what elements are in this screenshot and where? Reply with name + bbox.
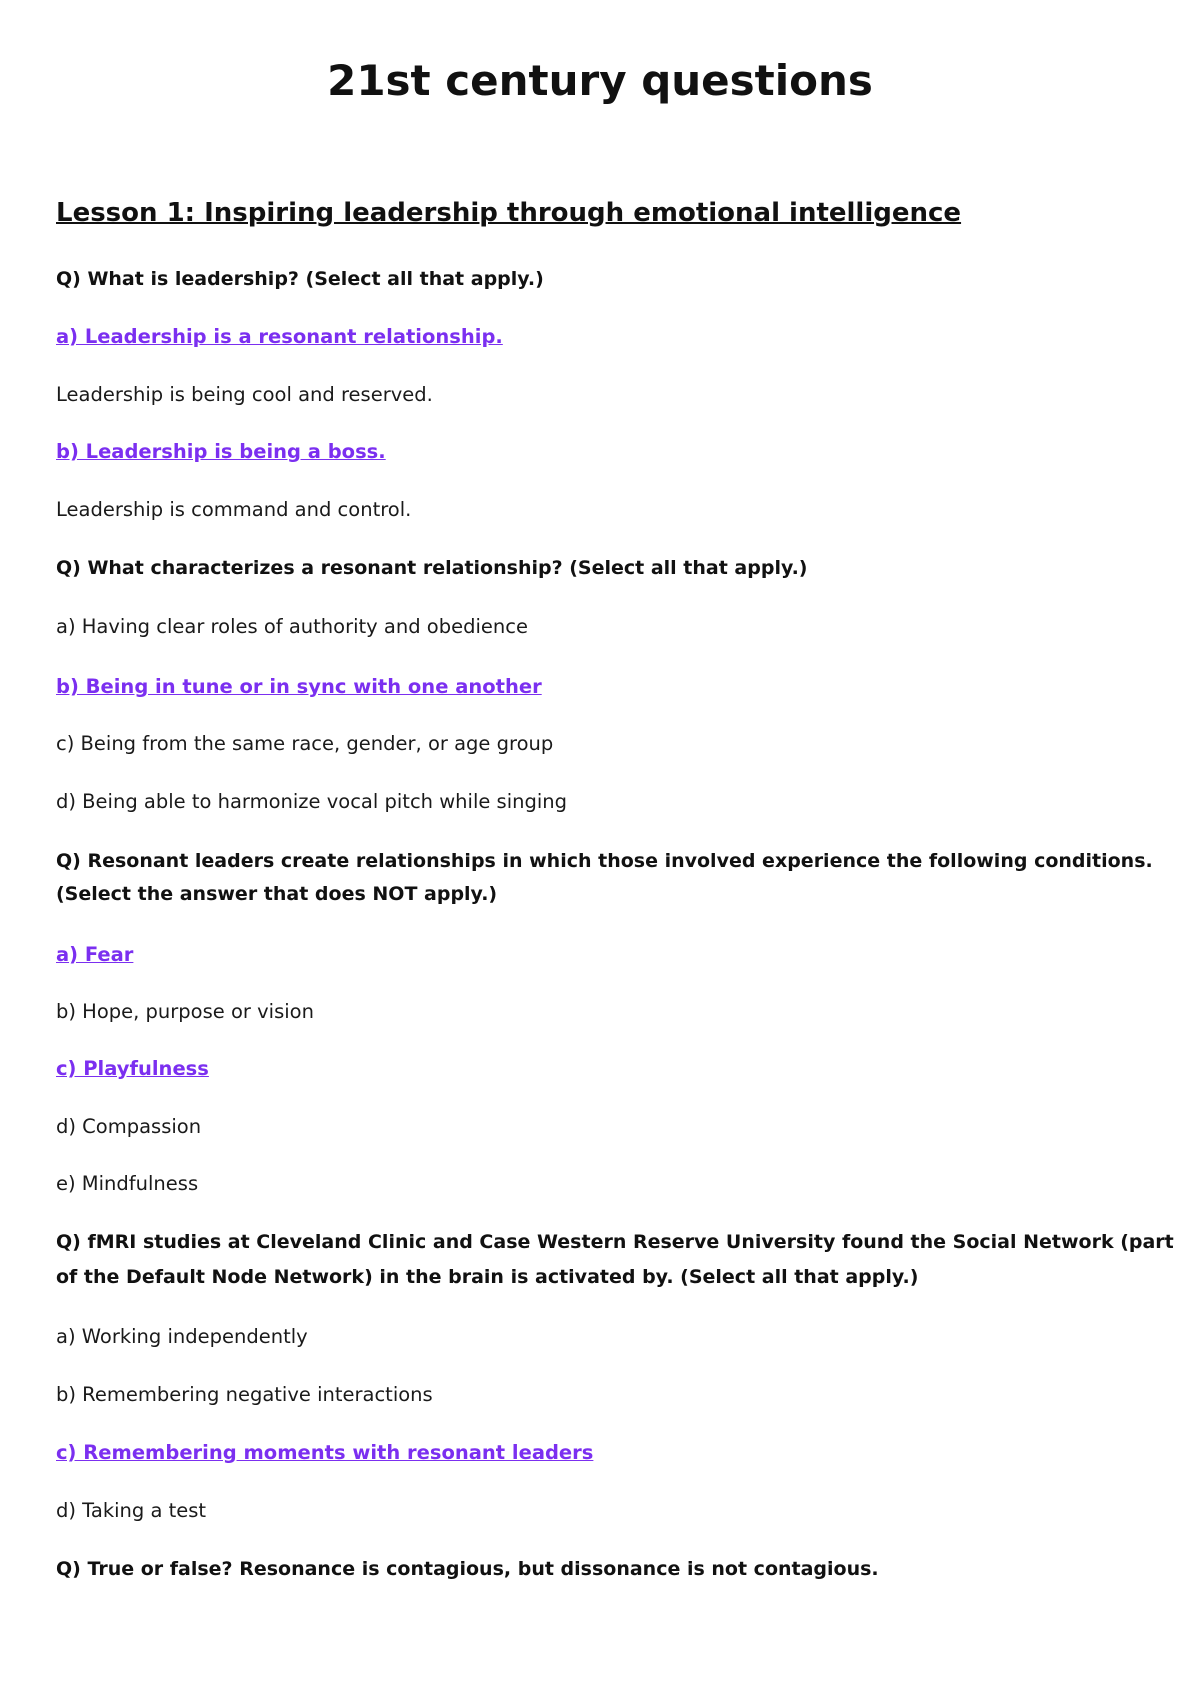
- option-q3-d: d) Compassion: [56, 1115, 202, 1138]
- option-q2-a: a) Having clear roles of authority and obedience: [56, 615, 528, 638]
- option-q3-e: e) Mindfulness: [56, 1172, 199, 1195]
- option-q1-command-control: Leadership is command and control.: [56, 498, 412, 521]
- page-title: 21st century questions: [327, 56, 873, 105]
- answer-option-q4-c[interactable]: c) Remembering moments with resonant leaders: [56, 1441, 594, 1464]
- question-3-line-2: (Select the answer that does NOT apply.): [56, 883, 498, 905]
- question-4-line-2: of the Default Node Network) in the brain is activated by. (Select all that apply.): [56, 1266, 919, 1288]
- question-2: Q) What characterizes a resonant relationship? (Select all that apply.): [56, 557, 808, 579]
- question-4-line-1: Q) fMRI studies at Cleveland Clinic and Case Western Reserve University found the Social Network (part: [56, 1231, 1174, 1253]
- answer-option-q2-b[interactable]: b) Being in tune or in sync with one another: [56, 675, 542, 698]
- answer-option-q1-a[interactable]: a) Leadership is a resonant relationship.: [56, 325, 503, 348]
- option-q4-a: a) Working independently: [56, 1325, 308, 1348]
- option-q2-c: c) Being from the same race, gender, or age group: [56, 732, 554, 755]
- answer-option-q3-a[interactable]: a) Fear: [56, 943, 134, 966]
- answer-option-q3-c[interactable]: c) Playfulness: [56, 1057, 209, 1080]
- question-1: Q) What is leadership? (Select all that apply.): [56, 268, 544, 290]
- option-q2-d: d) Being able to harmonize vocal pitch while singing: [56, 790, 568, 813]
- option-q3-b: b) Hope, purpose or vision: [56, 1000, 314, 1023]
- option-q4-d: d) Taking a test: [56, 1499, 207, 1522]
- lesson-heading: Lesson 1: Inspiring leadership through emotional intelligence: [56, 198, 962, 228]
- answer-option-q1-b[interactable]: b) Leadership is being a boss.: [56, 440, 386, 463]
- option-q4-b: b) Remembering negative interactions: [56, 1383, 433, 1406]
- option-q1-cool-reserved: Leadership is being cool and reserved.: [56, 383, 433, 406]
- question-5: Q) True or false? Resonance is contagious, but dissonance is not contagious.: [56, 1558, 879, 1580]
- question-3-line-1: Q) Resonant leaders create relationships in which those involved experience the following conditions.: [56, 850, 1153, 872]
